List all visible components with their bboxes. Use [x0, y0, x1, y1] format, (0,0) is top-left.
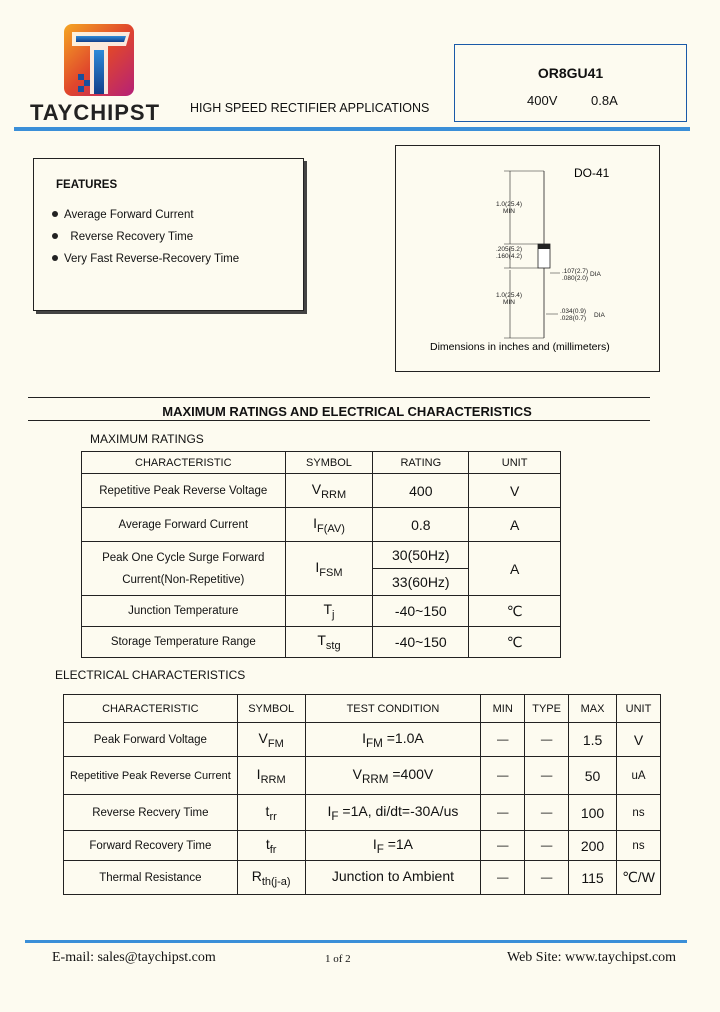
part-box	[454, 44, 687, 122]
svg-text:.034(0.9): .034(0.9)	[560, 308, 587, 315]
col-header: SYMBOL	[237, 695, 305, 723]
svg-text:DIA: DIA	[590, 271, 601, 278]
package-drawing	[396, 146, 659, 371]
table-row: 33(60Hz)	[82, 569, 561, 596]
section-top-rule	[28, 397, 650, 398]
features-title: FEATURES	[56, 179, 118, 191]
brand-name: TAYCHIPST	[30, 100, 161, 125]
package-caption: Dimensions in inches and (millimeters)	[430, 341, 610, 353]
company-logo	[64, 24, 134, 96]
col-header: MIN	[481, 695, 525, 723]
col-header: UNIT	[469, 452, 561, 474]
electrical-table	[63, 694, 661, 895]
package-box	[395, 145, 660, 372]
table-row: Thermal Resistance $R_{th(j-a)}$ Junction to Ambient — — 115 ℃/W	[64, 861, 661, 895]
svg-text:MIN: MIN	[503, 208, 515, 215]
col-header: CHARACTERISTIC	[82, 452, 286, 474]
table-row: Peak Forward Voltage $V_{FM}$ $I_{FM} =1.0A$ — — 1.5 V	[64, 723, 661, 757]
table-header-row	[82, 452, 561, 474]
table-row: Peak One Cycle Surge Forward Current(Non-Repetitive) $I_{FSM}$ 30(50Hz) A	[82, 542, 561, 569]
feature-item: Average Forward Current	[52, 209, 194, 221]
bullet-icon	[52, 255, 58, 261]
package-name: DO-41	[574, 166, 610, 180]
table-row: Reverse Recvery Time $t_{rr}$ $I_F =1A$, di/dt=-30A/us — — 100 ns	[64, 795, 661, 831]
footer-website[interactable]: Web Site: www.taychipst.com	[507, 950, 677, 965]
features-box	[33, 158, 304, 311]
feature-item: Reverse Recovery Time	[52, 231, 193, 243]
max-ratings-table	[81, 451, 561, 658]
svg-text:1.0(25.4): 1.0(25.4)	[496, 292, 523, 299]
svg-text:1.0(25.4): 1.0(25.4)	[496, 201, 523, 208]
footer-email[interactable]: E-mail: sales@taychipst.com	[52, 950, 216, 965]
bullet-icon	[52, 233, 58, 239]
table-row: Forward Recovery Time $t_{fr}$ $I_F =1A$ — — 200 ns	[64, 831, 661, 861]
svg-text:.028(0.7): .028(0.7)	[560, 315, 587, 322]
col-header: UNIT	[617, 695, 661, 723]
bullet-icon	[52, 211, 58, 217]
col-header: RATING	[373, 452, 469, 474]
svg-text:DIA: DIA	[594, 312, 605, 319]
section-title: MAXIMUM RATINGS AND ELECTRICAL CHARACTERISTICS	[162, 404, 532, 419]
col-header: MAX	[569, 695, 617, 723]
col-header: SYMBOL	[285, 452, 373, 474]
feature-item: Very Fast Reverse-Recovery Time	[52, 253, 239, 265]
table-row: Repetitive Peak Reverse Current $I_{RRM}$ $V_{RRM} =400V$ — — 50 uA	[64, 757, 661, 795]
table-row: Storage Temperature Range $T_{stg}$ -40~150 ℃	[82, 627, 561, 658]
voltage-spec: 400V	[527, 93, 558, 108]
col-header: CHARACTERISTIC	[64, 695, 238, 723]
table-row: Repetitive Peak Reverse Voltage $V_{RRM}$ 400 V	[82, 474, 561, 508]
part-number: OR8GU41	[537, 65, 604, 81]
svg-text:.160(4.2): .160(4.2)	[496, 253, 523, 260]
max-ratings-title: MAXIMUM RATINGS	[90, 432, 204, 446]
svg-text:.205(5.2): .205(5.2)	[496, 246, 523, 253]
section-bottom-rule	[28, 420, 650, 421]
page-number: 1 of 2	[325, 953, 351, 965]
table-header-row	[64, 695, 661, 723]
electrical-title: ELECTRICAL CHARACTERISTICS	[55, 668, 246, 682]
svg-text:.080(2.0): .080(2.0)	[562, 275, 589, 282]
svg-text:MIN: MIN	[503, 299, 515, 306]
col-header: TYPE	[525, 695, 569, 723]
col-header: TEST CONDITION	[305, 695, 481, 723]
svg-text:.107(2.7): .107(2.7)	[562, 268, 589, 275]
header-divider	[14, 127, 690, 131]
tagline: HIGH SPEED RECTIFIER APPLICATIONS	[190, 101, 430, 115]
table-row: Junction Temperature $T_j$ -40~150 ℃	[82, 596, 561, 627]
footer-divider	[25, 940, 687, 943]
current-spec: 0.8A	[591, 93, 618, 108]
table-row: Average Forward Current $I_{F(AV)}$ 0.8 A	[82, 508, 561, 542]
